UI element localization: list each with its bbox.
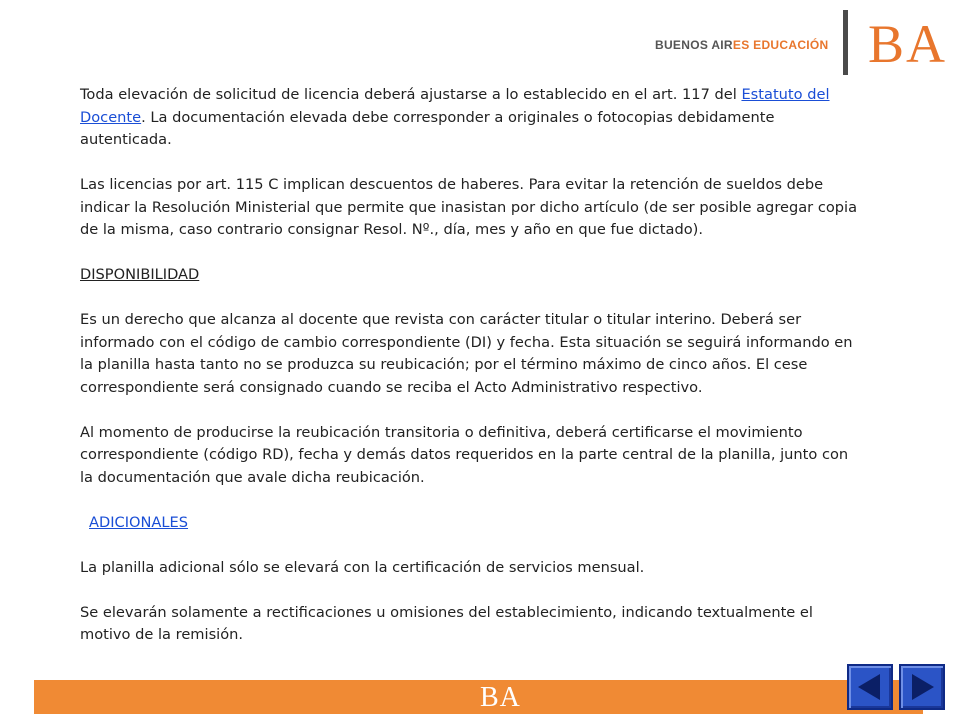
previous-slide-button[interactable] — [847, 664, 893, 710]
triangle-right-icon — [901, 666, 943, 708]
next-slide-button[interactable] — [899, 664, 945, 710]
ba-logo: BA — [868, 14, 948, 74]
paragraph-rectificaciones: Se elevarán solamente a rectificaciones u omisiones del establecimiento, indicando textualmente el motivo de la remisión. — [80, 603, 813, 643]
estatuto-docente-link[interactable]: Estatuto del Docente — [80, 86, 830, 126]
document-body — [80, 84, 860, 647]
footer-bar — [34, 680, 923, 714]
paragraph-licencias: Las licencias por art. 115 C implican descuentos de haberes. Para evitar la retención de sueldos debe indicar la Resolución Ministerial que permite que inasistan por dicho artículo (de ser posible agregar copia de la misma, caso contrario consignar Resol. Nº., día, mes y año en que fue dictado). — [80, 176, 858, 238]
brand-text-part2: ES EDUCACIÓN — [732, 38, 829, 52]
brand-divider — [843, 10, 848, 75]
brand-text-part1: BUENOS AIR — [655, 38, 733, 52]
paragraph-estatuto: Toda elevación de solicitud de licencia deberá ajustarse a lo establecido en el art. 117 del Estatuto del Docente. La documentación elevada debe corresponder a originales o fotocopias debidamente autenticada. — [80, 86, 830, 148]
brand-text — [655, 38, 829, 52]
heading-disponibilidad: DISPONIBILIDAD — [80, 266, 200, 283]
footer-ba-logo: BA — [480, 682, 521, 713]
paragraph-reubicacion: Al momento de producirse la reubicación transitoria o definitiva, deberá certificarse el movimiento correspondiente (código RD), fecha y demás datos requeridos en la parte central de la planilla, junto con la documentación que avale dicha reubicación. — [80, 423, 849, 486]
triangle-left-icon — [849, 666, 891, 708]
adicionales-paragraph — [80, 512, 860, 535]
paragraph-planilla-adicional: La planilla adicional sólo se elevará con la certificación de servicios mensual. — [80, 558, 645, 576]
paragraph-disponibilidad: Es un derecho que alcanza al docente que revista con carácter titular o titular interino. Deberá ser informado con el código de cambio correspondiente (DI) y fecha. Esta situación se seguirá informando en la planilla hasta tanto no se produzca su reubicación; por el término máximo de cinco años. El cese correspondiente será consignado cuando se reciba el Acto Administrativo respectivo. — [80, 311, 853, 396]
adicionales-link[interactable]: ADICIONALES — [89, 513, 189, 531]
